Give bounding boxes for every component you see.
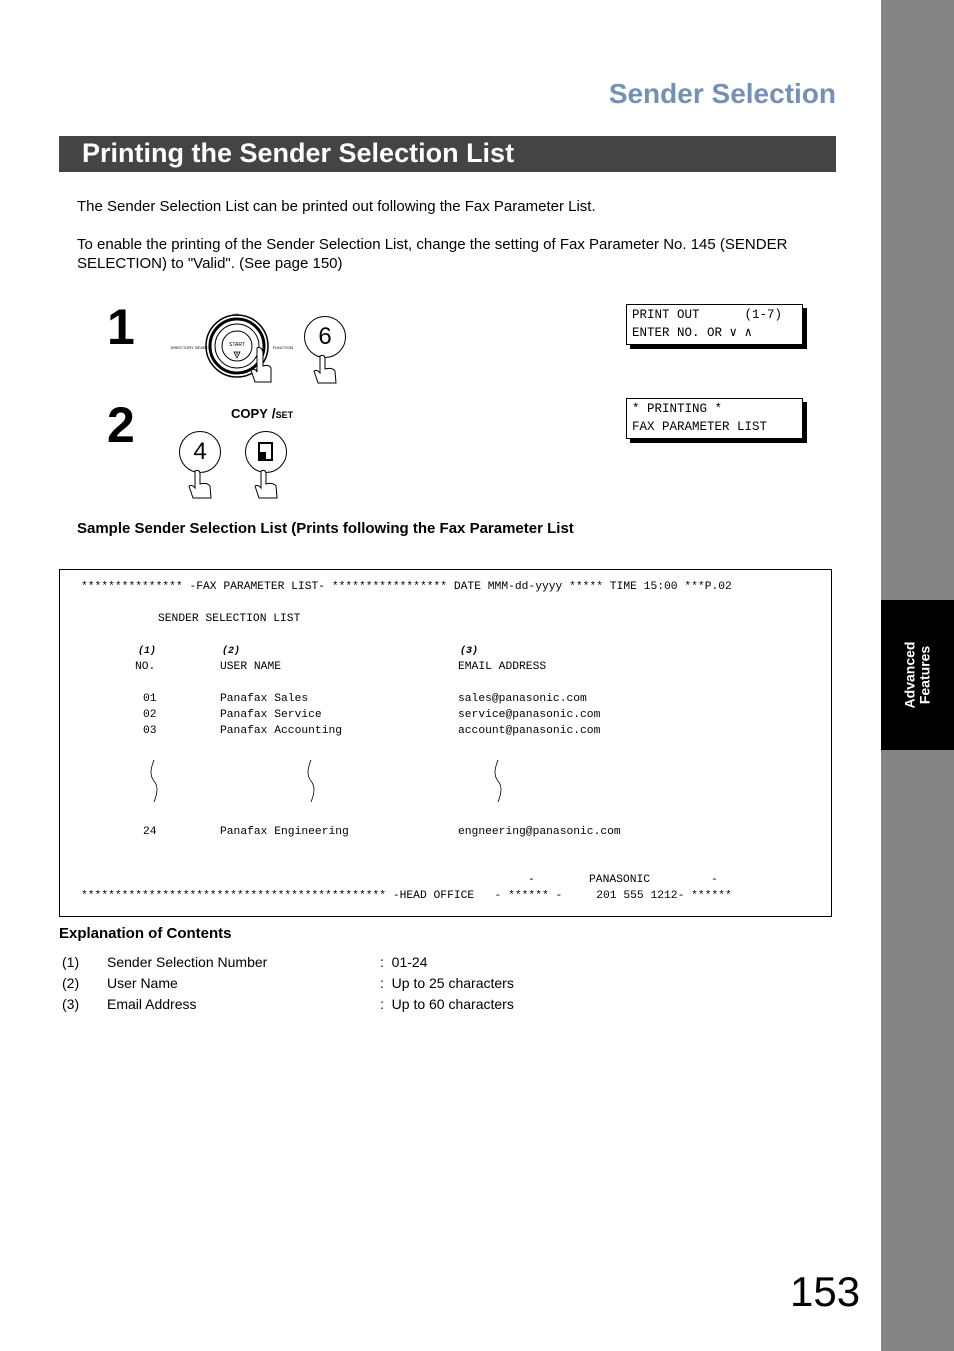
row-no: 02 <box>143 709 157 721</box>
explanation-ref: (1) <box>62 954 80 970</box>
explanation-label: User Name <box>107 975 178 991</box>
column-header-user-name: USER NAME <box>220 661 282 673</box>
explanation-heading: Explanation of Contents <box>59 925 232 942</box>
lcd-line: * PRINTING * <box>632 402 723 416</box>
row-email: engneering@panasonic.com <box>458 826 621 838</box>
column-ref-1: (1) <box>138 646 157 657</box>
page-number: 153 <box>790 1268 861 1315</box>
key-4-button: 4 <box>179 431 221 473</box>
row-email: sales@panasonic.com <box>458 693 587 705</box>
row-email: account@panasonic.com <box>458 725 601 737</box>
explanation-label: Sender Selection Number <box>107 954 268 970</box>
report-header-line: *************** -FAX PARAMETER LIST- ***************** DATE MMM-dd-yyyy ***** TIME 15:00 ***P.02 <box>81 581 732 593</box>
explanation-value: : 01-24 <box>380 954 428 970</box>
column-ref-2: (2) <box>222 646 241 657</box>
lcd-line: PRINT OUT (1-7) <box>632 308 783 322</box>
dial-function-label: FUNCTION <box>272 345 294 350</box>
report-footer-line2: ********************************************* -HEAD OFFICE - ****** - 201 555 1212- ****** <box>81 890 732 902</box>
sample-report <box>59 569 832 917</box>
pointing-hand-icon <box>252 469 282 499</box>
lcd-display-step1 <box>626 304 803 345</box>
section-title: Sender Selection <box>608 78 836 109</box>
row-no: 01 <box>143 693 157 705</box>
explanation-value: : Up to 25 characters <box>380 975 514 991</box>
sample-list-heading: Sample Sender Selection List (Prints following the Fax Parameter List <box>77 520 574 537</box>
pointing-hand-icon <box>311 354 341 384</box>
lcd-line: ENTER NO. OR ∨ ∧ <box>632 326 753 340</box>
lcd-line: FAX PARAMETER LIST <box>632 420 768 434</box>
break-mark <box>148 758 160 804</box>
row-name: Panafax Service <box>220 709 322 721</box>
dial-vol-label: VOL. <box>232 312 242 317</box>
step-number-1: 1 <box>107 299 135 355</box>
row-name: Panafax Engineering <box>220 826 349 838</box>
copy-label: COPY <box>231 406 268 421</box>
navigation-dial-icon <box>170 308 302 388</box>
copy-document-icon <box>257 442 275 462</box>
column-header-no: NO. <box>135 661 156 673</box>
chapter-tab-line2: Features <box>916 645 933 705</box>
lcd-display-step2 <box>626 398 803 439</box>
copy-set-button <box>245 431 287 473</box>
row-no: 24 <box>143 826 157 838</box>
step-number-2: 2 <box>107 397 135 453</box>
column-ref-3: (3) <box>460 646 479 657</box>
explanation-ref: (3) <box>62 996 80 1012</box>
chapter-tab-label <box>881 600 954 750</box>
column-header-email: EMAIL ADDRESS <box>458 661 547 673</box>
pointing-hand-icon <box>186 469 216 499</box>
page-title: Printing the Sender Selection List <box>82 138 515 168</box>
key-6-button: 6 <box>304 316 346 358</box>
set-label: SET <box>275 410 294 420</box>
copy-set-label: COPY /SET <box>231 405 294 421</box>
break-mark <box>305 758 317 804</box>
row-name: Panafax Sales <box>220 693 309 705</box>
break-mark <box>492 758 504 804</box>
intro-paragraph-2: To enable the printing of the Sender Selection List, change the setting of Fax Parameter No. 145 (SENDER SELECTION) to "Valid". (See page 150) <box>77 236 788 272</box>
row-email: service@panasonic.com <box>458 709 601 721</box>
dial-start-label: START <box>229 342 245 348</box>
explanation-ref: (2) <box>62 975 80 991</box>
chapter-tab-line1: Advanced <box>901 641 918 709</box>
row-no: 03 <box>143 725 157 737</box>
explanation-value: : Up to 60 characters <box>380 996 514 1012</box>
row-name: Panafax Accounting <box>220 725 343 737</box>
dial-directory-label: DIRECTORY SEARCH <box>170 345 212 350</box>
report-footer-line1: - PANASONIC - <box>528 874 718 886</box>
explanation-label: Email Address <box>107 996 197 1012</box>
intro-paragraph-1: The Sender Selection List can be printed out following the Fax Parameter List. <box>77 198 596 215</box>
report-list-title: SENDER SELECTION LIST <box>158 613 301 625</box>
